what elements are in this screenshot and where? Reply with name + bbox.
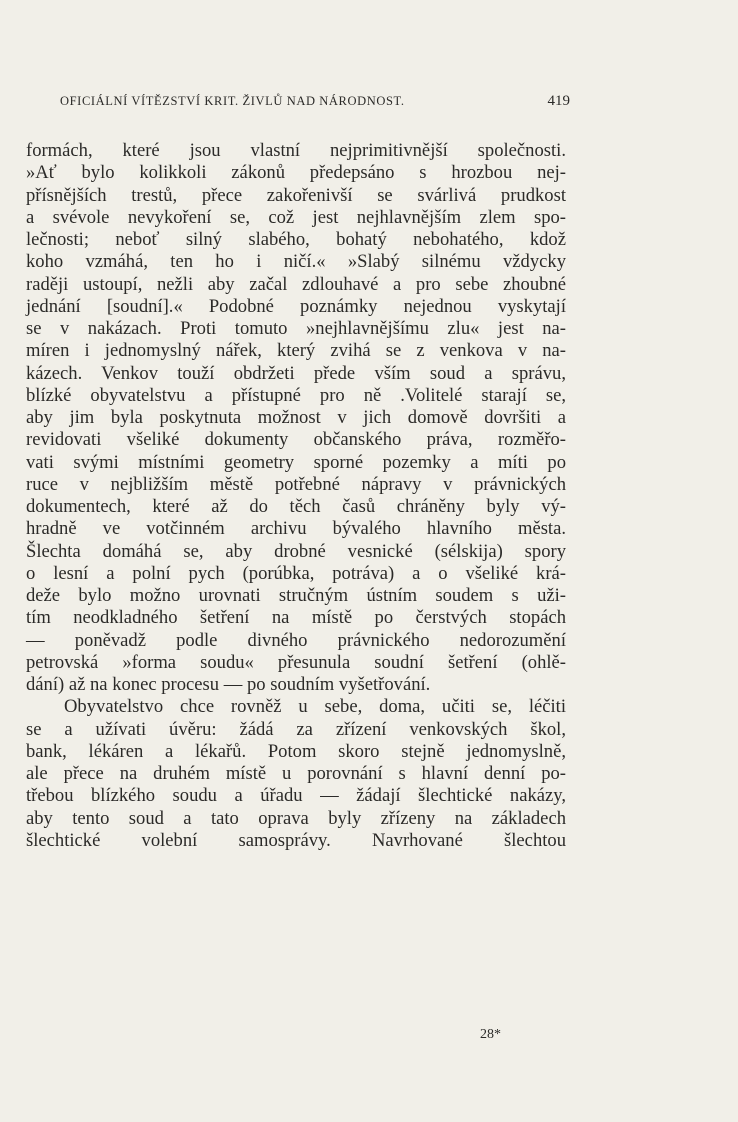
text-line: o lesní a polní pych (porúbka, potráva) a o všeliké krá- [26,562,566,584]
text-line: Obyvatelstvo chce rovněž u sebe, doma, učiti se, léčiti [64,696,566,718]
text-line: ale přece na druhém místě u porovnání s hlavní denní po- [26,763,566,784]
text-line: petrovská »forma soudu« přesunula soudní šetření (ohlě- [26,651,566,673]
text-line: formách, které jsou vlastní nejprimitivnější společnosti. [26,140,566,161]
text-line: šlechtické volební samosprávy. Navrhované šlechtou [26,829,566,851]
text-line: lečnosti; neboť silný slabého, bohatý nebohatého, kdož [26,229,566,250]
text-line: jednání [soudní].« Podobné poznámky nejednou vyskytají [26,295,566,317]
text-line: míren i jednomyslný nářek, který zvihá se z venkova v na- [26,340,566,362]
text-line: vati svými místními geometry sporné pozemky a míti po [26,451,566,473]
text-line: aby jim byla poskytnuta možnost v jich domově dovršiti a [26,407,566,428]
text-line: dokumentech, které až do těch časů chráněny byly vý- [26,496,566,517]
text-line: revidovati všeliké dokumenty občanského práva, rozměřo- [26,429,566,451]
running-header [60,93,570,115]
text-line: koho vzmáhá, ten ho i ničí.« »Slabý silnému vždycky [26,251,566,273]
text-line: kázech. Venkov touží obdržeti přede vším soud a správu, [26,362,566,384]
text-line: aby tento soud a tato oprava byly zřízeny na základech [26,807,566,829]
text-line: »Ať bylo kolikkoli zákonů předepsáno s hrozbou nej- [26,162,566,184]
text-line: přísnějších trestů, přece zakořenivší se svárlivá prudkost [26,184,566,206]
text-line: se a užívati úvěru: žádá za zřízení venkovských škol, [26,718,566,740]
text-line: se v nakázach. Proti tomuto »nejhlavnějšímu zlu« jest na- [26,318,566,339]
text-line: dání) až na konec procesu — po soudním vyšetřování. [26,674,431,695]
running-title: OFICIÁLNÍ VÍTĚZSTVÍ KRIT. ŽIVLŮ NAD NÁRODNOST. [60,94,405,108]
body-text [26,140,566,852]
text-line: hradně ve votčinném archivu bývalého hlavního města. [26,518,566,540]
text-line: Šlechta domáhá se, aby drobné vesnické (sélskija) spory [26,540,566,562]
text-line: třebou blízkého soudu a úřadu — žádají šlechtické nakázy, [26,785,566,807]
text-line: deže bylo možno urovnati stručným ústním soudem s uži- [26,585,566,606]
signature-mark: 28* [480,1027,501,1042]
text-line: bank, lékáren a lékařů. Potom skoro stejně jednomyslně, [26,740,566,762]
text-line: ruce v nejbližším městě potřebné nápravy v právnických [26,473,566,495]
text-line: a svévole nevykoření se, což jest nejhlavnějším zlem spo- [26,206,566,228]
text-line: raději ustoupí, nežli aby začal zdlouhavé a pro sebe zhoubné [26,273,566,295]
text-line: tím neodkladného šetření na místě po čerstvých stopách [26,607,566,629]
text-line: blízké obyvatelstvu a přístupné pro ně .Volitelé starají se, [26,384,566,406]
page-number: 419 [547,93,570,109]
text-line: — poněvadž podle divného právnického nedorozumění [26,629,566,651]
